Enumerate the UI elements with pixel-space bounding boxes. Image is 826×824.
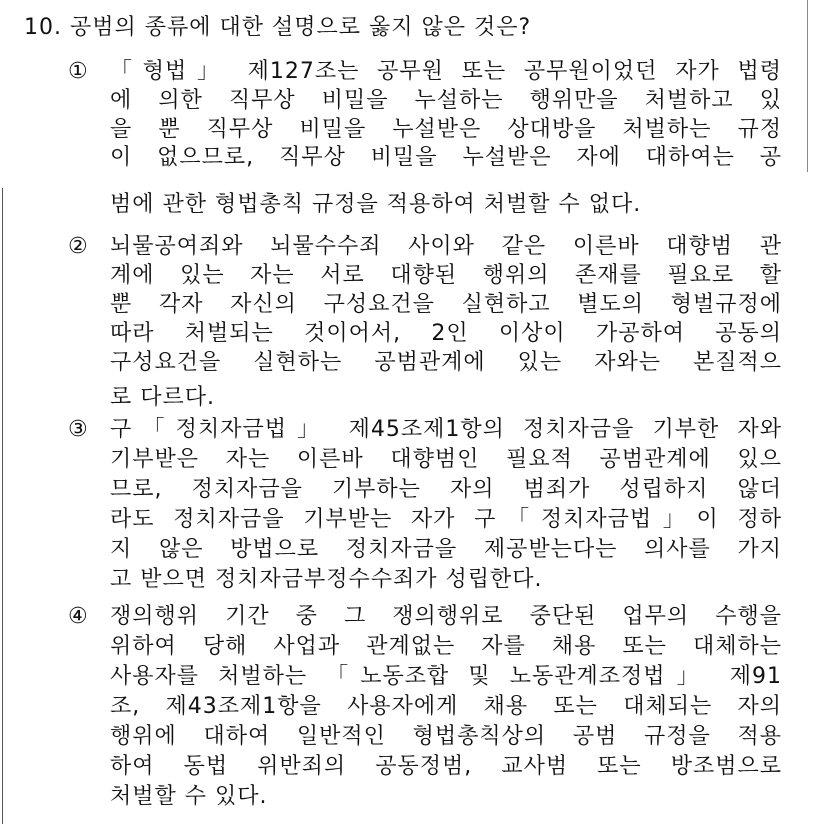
option-text-line: 지 않은 방법으로 정치자금을 제공받는다는 의사를 가지 (110, 537, 782, 562)
option-marker: ② (68, 234, 88, 259)
option-text-line: 처벌할 수 있다. (110, 784, 268, 809)
option-text-line: 하여 동법 위반죄의 공동정범, 교사범 또는 방조범으로 (110, 754, 782, 779)
option-text-line: 「형법」 제127조는 공무원 또는 공무원이었던 자가 법령 (110, 59, 782, 84)
option-text-line: 고 받으면 정치자금부정수수죄가 성립한다. (110, 567, 543, 592)
option-text-line: 므로, 정치자금을 기부하는 자의 범죄가 성립하지 않더 (110, 477, 782, 502)
option-text-line: 이 없으므로, 직무상 비밀을 누설받은 자에 대하여는 공 (110, 145, 782, 170)
option-text-line: 쟁의행위 기간 중 그 쟁의행위로 중단된 업무의 수행을 (110, 604, 782, 629)
option-text-line: 구성요건을 실현하는 공범관계에 있는 자와는 본질적으 (110, 350, 782, 375)
option-text-line: 위하여 당해 사업과 관계없는 자를 채용 또는 대체하는 (110, 634, 782, 659)
option-text-line: 사용자를 처벌하는 「노동조합 및 노동관계조정법」 제91 (110, 664, 782, 689)
option-text-line: 기부받은 자는 이른바 대향범인 필요적 공범관계에 있으 (110, 447, 782, 472)
column-divider-right (807, 0, 808, 172)
column-divider-left (2, 188, 3, 824)
option-text-line: 에 의한 직무상 비밀을 누설하는 행위만을 처벌하고 있 (110, 88, 782, 113)
option-marker: ③ (68, 417, 88, 442)
option-marker: ④ (68, 604, 88, 629)
option-text-line: 범에 관한 형법총칙 규정을 적용하여 처벌할 수 없다. (110, 192, 642, 217)
option-text-line: 뇌물공여죄와 뇌물수수죄 사이와 같은 이른바 대향범 관 (110, 234, 782, 259)
option-text-line: 뿐 각자 자신의 구성요건을 실현하고 별도의 형벌규정에 (110, 292, 782, 317)
question-title: 10. 공범의 종류에 대한 설명으로 옳지 않은 것은? (24, 15, 532, 40)
option-marker: ① (68, 59, 88, 84)
option-text-line: 따라 처벌되는 것이어서, 2인 이상이 가공하여 공동의 (110, 321, 782, 346)
option-text-line: 조, 제43조제1항을 사용자에게 채용 또는 대체되는 자의 (110, 694, 782, 719)
option-text-line: 라도 정치자금을 기부받는 자가 구「정치자금법」이 정하 (110, 507, 782, 532)
option-text-line: 행위에 대하여 일반적인 형법총칙상의 공범 규정을 적용 (110, 724, 782, 749)
option-text-line: 로 다르다. (110, 385, 215, 410)
option-text-line: 구「정치자금법」 제45조제1항의 정치자금을 기부한 자와 (110, 417, 782, 442)
option-text-line: 계에 있는 자는 서로 대향된 행위의 존재를 필요로 할 (110, 263, 782, 288)
option-text-line: 을 뿐 직무상 비밀을 누설받은 상대방을 처벌하는 규정 (110, 117, 782, 142)
